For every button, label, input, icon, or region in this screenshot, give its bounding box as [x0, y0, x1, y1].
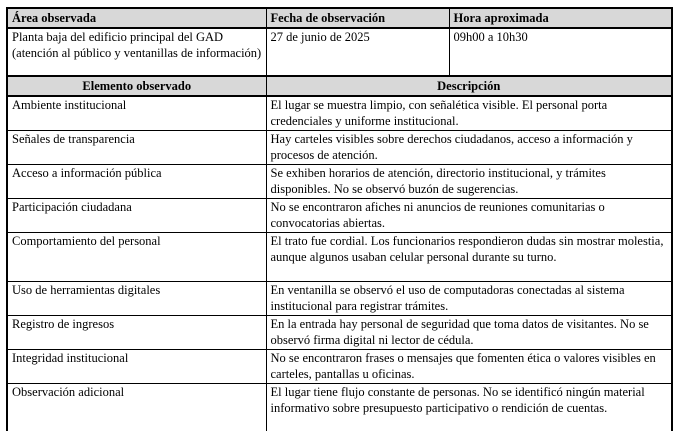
elemento-cell: Integridad institucional: [7, 350, 266, 384]
header-cell-descripcion: Descripción: [266, 76, 672, 96]
header-cell-area-observada: Área observada: [7, 8, 266, 28]
table-row-comportamiento-personal: [7, 233, 672, 282]
descripcion-cell: No se encontraron frases o mensajes que fomenten ética o valores visibles en carteles, pantallas u oficinas.: [266, 350, 672, 384]
table-row-integridad-institucional: [7, 350, 672, 384]
table-row-acceso-informacion: [7, 165, 672, 199]
descripcion-cell: El lugar tiene flujo constante de personas. No se identificó ningún material informativo sobre presupuesto participativo o rendición de cuentas.: [266, 384, 672, 431]
descripcion-cell: Hay carteles visibles sobre derechos ciudadanos, acceso a información y procesos de atención.: [266, 131, 672, 165]
header-cell-fecha-observacion: Fecha de observación: [266, 8, 449, 28]
table-row-senales-transparencia: [7, 131, 672, 165]
value-cell-area-observada: Planta baja del edificio principal del GAD (atención al público y ventanillas de información): [7, 28, 266, 76]
descripcion-cell: El lugar se muestra limpio, con señalética visible. El personal porta credenciales y uniforme institucional.: [266, 96, 672, 131]
elements-section-header-row: [7, 76, 672, 96]
table-row-participacion-ciudadana: [7, 199, 672, 233]
header-cell-elemento-observado: Elemento observado: [7, 76, 266, 96]
descripcion-cell: No se encontraron afiches ni anuncios de reuniones comunitarias o convocatorias abiertas.: [266, 199, 672, 233]
elemento-cell: Participación ciudadana: [7, 199, 266, 233]
table-row-herramientas-digitales: [7, 282, 672, 316]
descripcion-cell: En la entrada hay personal de seguridad que toma datos de visitantes. No se observó firma digital ni lector de cédula.: [266, 316, 672, 350]
elemento-cell: Comportamiento del personal: [7, 233, 266, 282]
header-cell-hora-aproximada: Hora aproximada: [449, 8, 672, 28]
descripcion-cell: Se exhiben horarios de atención, directorio institucional, y trámites disponibles. No se observó buzón de sugerencias.: [266, 165, 672, 199]
observation-info-header-row: [7, 8, 672, 28]
elemento-cell: Registro de ingresos: [7, 316, 266, 350]
value-cell-fecha-observacion: 27 de junio de 2025: [266, 28, 449, 76]
observation-info-values-row: [7, 28, 672, 76]
descripcion-cell: En ventanilla se observó el uso de computadoras conectadas al sistema institucional para registrar trámites.: [266, 282, 672, 316]
elemento-cell: Uso de herramientas digitales: [7, 282, 266, 316]
elemento-cell: Señales de transparencia: [7, 131, 266, 165]
descripcion-cell: El trato fue cordial. Los funcionarios respondieron dudas sin mostrar molestia, aunque algunos usaban celular personal durante su turno.: [266, 233, 672, 282]
elemento-cell: Observación adicional: [7, 384, 266, 431]
value-cell-hora-aproximada: 09h00 a 10h30: [449, 28, 672, 76]
observation-table: [6, 7, 673, 431]
elemento-cell: Ambiente institucional: [7, 96, 266, 131]
table-row-observacion-adicional: [7, 384, 672, 431]
table-row-ambiente-institucional: [7, 96, 672, 131]
table-row-registro-ingresos: [7, 316, 672, 350]
elemento-cell: Acceso a información pública: [7, 165, 266, 199]
